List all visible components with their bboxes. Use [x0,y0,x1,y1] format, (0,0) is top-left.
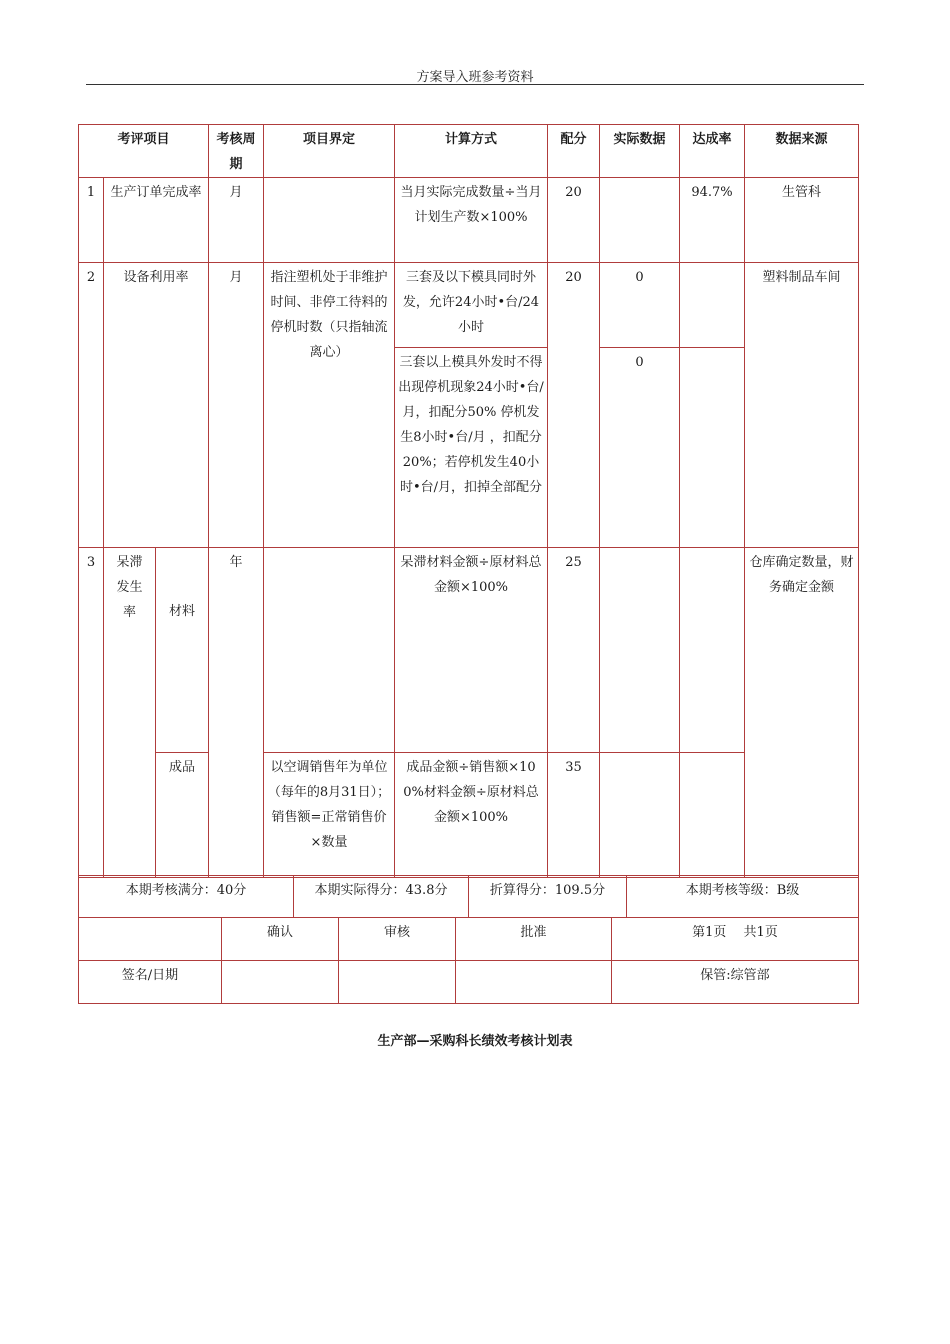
kpi-table [78,124,859,878]
row-definition: 指注塑机处于非维护时间、非停工待料的停机时数（只指轴流离心） [264,263,395,548]
row-item: 设备利用率 [104,263,209,548]
row-actual-b: 0 [600,348,680,548]
row-sub-item-product: 成品 [156,753,209,878]
approval-approve-label: 批准 [456,918,612,961]
row-number: 3 [79,548,104,878]
row-rate: 94.7% [680,178,745,263]
table-row [79,548,859,753]
table-row [79,263,859,348]
row-cycle: 月 [209,263,264,548]
row-score: 20 [548,263,600,548]
summary-table [78,875,859,918]
header-rate: 达成率 [680,125,745,178]
header-divider [86,84,864,85]
custody-label: 保管:综管部 [612,961,859,1004]
sign-approve-cell [456,961,612,1004]
row-source: 塑料制品车间 [745,263,859,548]
summary-grade: 本期考核等级：B级 [627,876,859,918]
table-row [79,753,859,878]
row-actual-a: 0 [600,263,680,348]
header-actual: 实际数据 [600,125,680,178]
row-score-b: 35 [548,753,600,878]
row-actual-b [600,753,680,878]
row-source: 生管科 [745,178,859,263]
approval-blank [79,918,222,961]
summary-actual-score: 本期实际得分：43.8分 [294,876,469,918]
table-header-row [79,125,859,178]
row-rate-a [680,548,745,753]
row-method-b: 成品金额÷销售额×100%材料金额÷原材料总金额×100% [395,753,548,878]
summary-converted-score: 折算得分：109.5分 [469,876,627,918]
row-score-a: 25 [548,548,600,753]
summary-full-score: 本期考核满分：40分 [79,876,294,918]
row-cycle: 年 [209,548,264,878]
row-method-a: 三套及以下模具同时外发，允许24小时•台/24小时 [395,263,548,348]
row-method-b: 三套以上模具外发时不得出现停机现象24小时•台/月，扣配分50% 停机发生8小时•台/月 ，扣配分20%；若停机发生40小时•台/月，扣掉全部配分 [395,348,548,548]
row-source: 仓库确定数量，财务确定金额 [745,548,859,878]
row-rate-b [680,753,745,878]
row-item: 生产订单完成率 [104,178,209,263]
row-score: 20 [548,178,600,263]
row-method-a: 呆滞材料金额÷原材料总金额×100% [395,548,548,753]
header-method: 计算方式 [395,125,548,178]
row-method: 当月实际完成数量÷当月计划生产数×100% [395,178,548,263]
row-definition-b: 以空调销售年为单位（每年的8月31日）；销售额=正常销售价×数量 [264,753,395,878]
row-item: 呆滞发生率 [104,548,156,878]
header-item: 考评项目 [79,125,209,178]
approval-table [78,917,859,1004]
row-sub-item-material: 材料 [156,548,209,753]
row-rate-b [680,348,745,548]
page-header-title: 方案导入班参考资料 [416,70,534,85]
header-score: 配分 [548,125,600,178]
approval-review-label: 审核 [339,918,456,961]
document-caption: 生产部—采购科长绩效考核计划表 [377,1034,573,1049]
sign-review-cell [339,961,456,1004]
header-source: 数据来源 [745,125,859,178]
row-number: 1 [79,178,104,263]
table-row [79,178,859,263]
row-definition-a [264,548,395,753]
approval-confirm-label: 确认 [222,918,339,961]
row-definition [264,178,395,263]
header-definition: 项目界定 [264,125,395,178]
page-indicator: 第1页 共1页 [612,918,859,961]
header-cycle: 考核周期 [209,125,264,178]
sign-confirm-cell [222,961,339,1004]
sign-date-label: 签名/日期 [79,961,222,1004]
row-actual-a [600,548,680,753]
row-actual [600,178,680,263]
row-cycle: 月 [209,178,264,263]
row-rate-a [680,263,745,348]
row-number: 2 [79,263,104,548]
